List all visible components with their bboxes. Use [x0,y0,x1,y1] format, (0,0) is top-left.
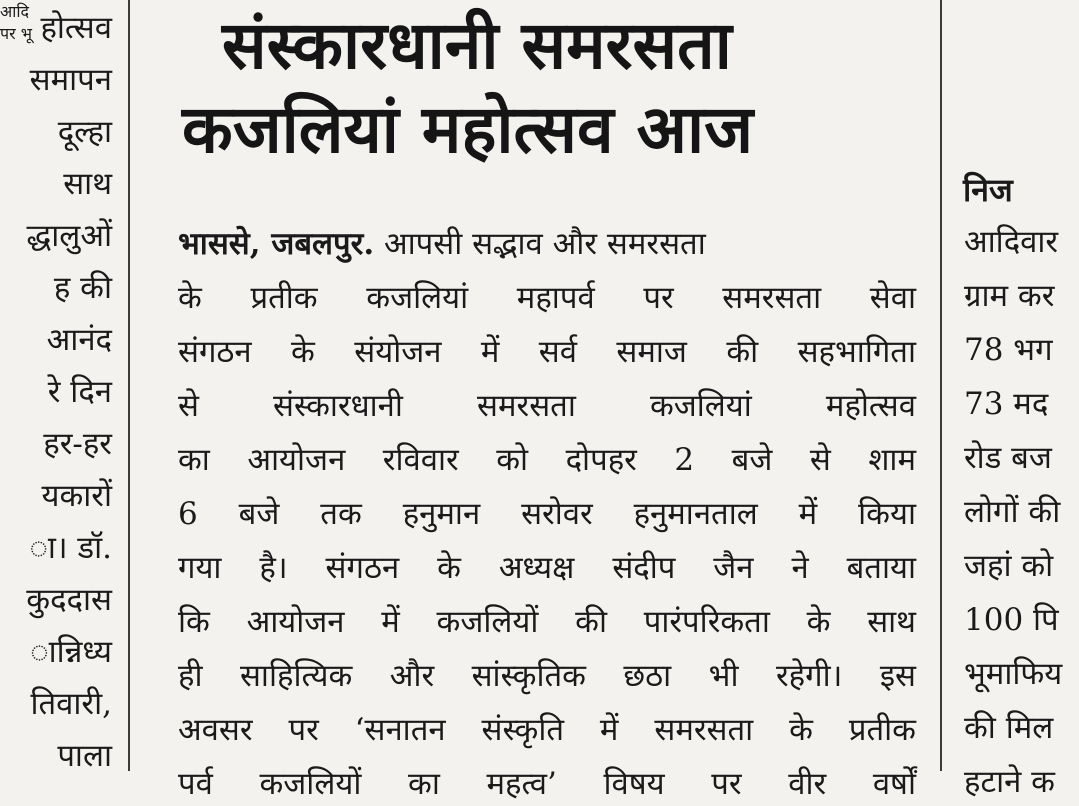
body-line: संगठन के संयोजन में सर्व समाज की सहभागिता [178,334,916,370]
column-divider-left [128,0,130,771]
headline-line-2: कजलियां महोत्सव आज [182,91,754,168]
left-column-line: हर-हर [43,426,112,462]
right-column-line: की मिल [964,710,1054,746]
left-column-line: ह की [53,270,112,306]
left-column-line: ा। डॉ. [29,530,112,566]
left-column-line: यकारों [41,478,112,514]
right-column-line: ग्राम कर [964,278,1055,314]
right-column-line: 100 पि [964,602,1059,638]
right-column-line: 73 मद [964,386,1049,422]
body-line: ही साहित्यिक और सांस्कृतिक छठा भी रहेगी। इस [178,658,916,694]
body-line: कि आयोजन में कजलियों की पारंपरिकता के साथ [178,604,916,640]
left-column-line: रे दिन [47,374,112,410]
body-line-first [178,222,916,266]
left-column-line: ान्निध्य [30,634,112,670]
body-line: अवसर पर ‘सनातन संस्कृति में समरसता के प्रतीक [178,712,916,748]
right-column-line: आदिवार [964,224,1059,260]
body-first-line-text: आपसी सद्भाव और समरसता [383,226,706,262]
left-column-line: कुददास [26,582,112,618]
body-line: के प्रतीक कजलियां महापर्व पर समरसता सेवा [178,280,916,316]
body-line: 6 बजे तक हनुमान सरोवर हनुमानताल में किया [178,496,916,532]
body-line: से संस्कारधानी समरसता कजलियां महोत्सव [178,388,916,424]
left-column-line: आनंद [46,322,112,358]
right-headline-line-2: पर भू [0,24,32,43]
right-column-line: रोड बज [964,440,1052,476]
right-column-line: हटाने क [964,764,1055,800]
left-column-line: होत्सव [40,10,112,46]
right-column-line: 78 भग [964,332,1053,368]
right-headline-line-1: आदि [0,2,29,21]
left-column-line: तिवारी, [30,686,112,722]
right-column-line: भूमाफिय [964,656,1063,692]
left-column [0,0,120,774]
headline-line-1: संस्कारधानी समरसता [222,7,732,84]
right-column-line: लोगों की [964,494,1061,530]
body-line: पर्व कजलियों का महत्व’ विषय पर वीर वर्षों [178,766,916,802]
left-column-line: दूल्हा [57,114,112,150]
body-line: का आयोजन रविवार को दोपहर 2 बजे से शाम [178,442,916,478]
left-column-line: साथ [63,166,112,202]
column-divider-right [940,0,942,771]
left-column-line: द्धालुओं [26,218,112,254]
dateline: भाससे, जबलपुर. [178,226,375,262]
right-byline: निज [963,171,1013,209]
left-column-line: समापन [29,62,112,98]
left-column-line: पाला [57,738,112,774]
body-line: गया है। संगठन के अध्यक्ष संदीप जैन ने बताया [178,550,916,586]
right-column-line: जहां को [964,548,1054,584]
